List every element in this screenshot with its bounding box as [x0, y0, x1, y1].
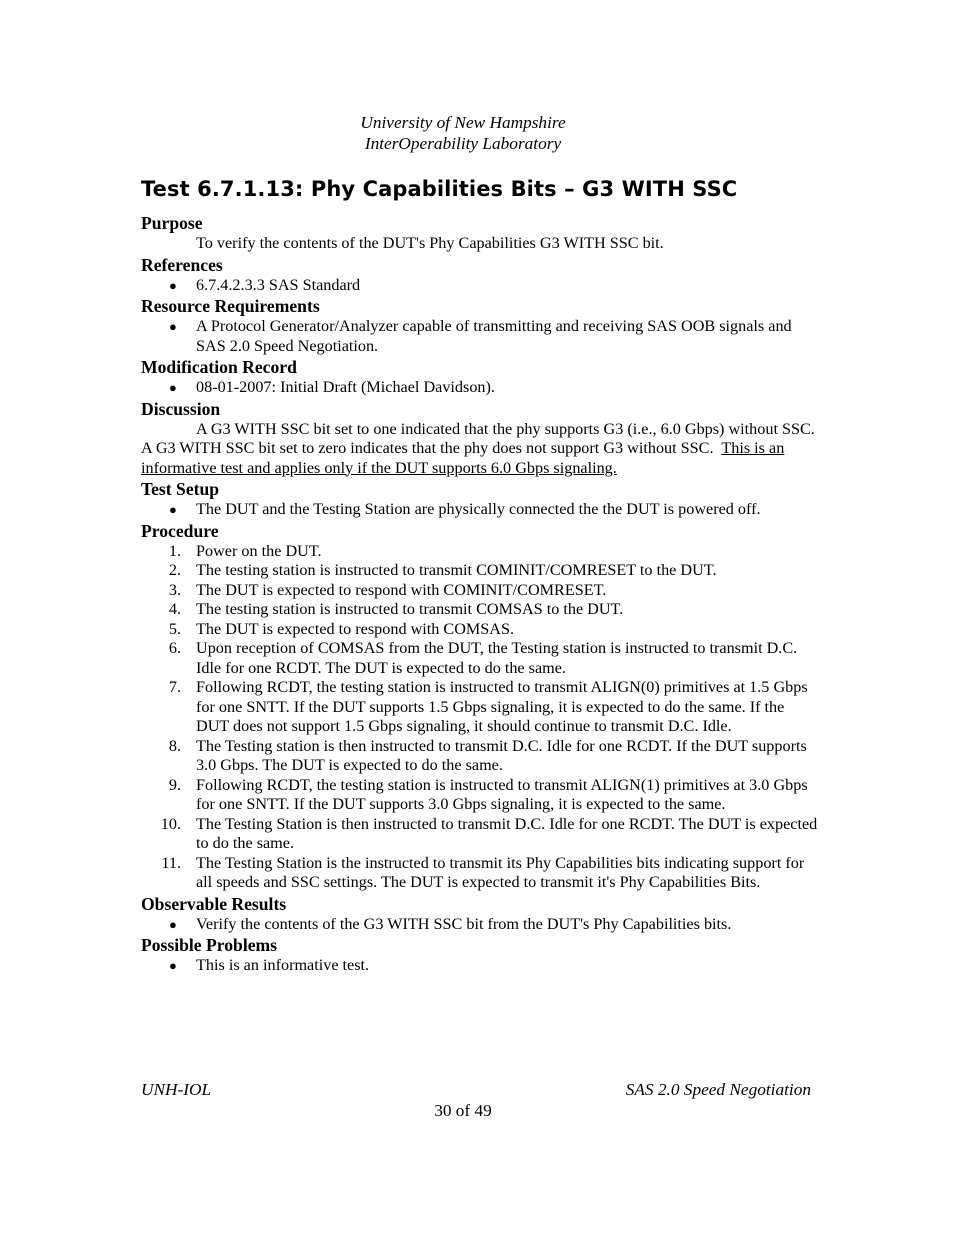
list-item: ● The DUT and the Testing Station are physically connected the the DUT is powered off.: [169, 500, 761, 518]
procedure-step: 3. The DUT is expected to respond with COMINIT/COMRESET.: [168, 580, 607, 599]
procedure-step: 4. The testing station is instructed to transmit COMSAS to the DUT.: [168, 600, 624, 618]
bullet-icon: ●: [169, 958, 177, 973]
purpose-heading: Purpose: [141, 213, 203, 233]
references-list: [141, 276, 821, 296]
modification-record-list: [141, 378, 821, 398]
document-body: [141, 212, 821, 976]
list-item: ● Verify the contents of the G3 WITH SSC bit from the DUT's Phy Capabilities bits.: [169, 914, 732, 933]
header-lab: InterOperability Laboratory: [364, 134, 562, 153]
procedure-step: 5. The DUT is expected to respond with COMSAS.: [168, 619, 515, 638]
test-setup-heading: Test Setup: [141, 479, 220, 499]
procedure-list: [141, 542, 821, 893]
procedure-step: 2. The testing station is instructed to transmit COMINIT/COMRESET to the DUT.: [168, 561, 717, 579]
informative-note: This is an informative test and applies only if the DUT supports 6.0 Gbps signaling.: [141, 439, 785, 477]
observable-results-list: [141, 915, 821, 935]
bullet-icon: ●: [169, 502, 177, 517]
bullet-icon: ●: [169, 916, 177, 932]
modification-record-heading: Modification Record: [141, 357, 297, 377]
purpose-text: To verify the contents of the DUT's Phy Capabilities G3 WITH SSC bit.: [196, 234, 664, 252]
procedure-step: 1. Power on the DUT.: [168, 541, 322, 560]
procedure-heading: Procedure: [141, 520, 219, 541]
observable-results-heading: Observable Results: [141, 893, 287, 914]
header-institution: University of New Hampshire: [360, 113, 566, 132]
procedure-step: 6. Upon reception of COMSAS from the DUT, the Testing station is instructed to transmit D.C. Idle for one RCDT. The DUT is expected to do the same.: [168, 639, 798, 677]
bullet-icon: ●: [169, 319, 177, 334]
footer-org: UNH-IOL: [141, 1080, 212, 1099]
possible-problems-list: [141, 956, 821, 976]
list-item: ● 08-01-2007: Initial Draft (Michael Davidson).: [169, 378, 495, 396]
procedure-step: 8. The Testing station is then instructed to transmit D.C. Idle for one RCDT. If the DUT supports 3.0 Gbps. The DUT is expected to do the same.: [168, 736, 807, 774]
resource-requirements-list: [141, 317, 821, 356]
test-setup-list: [141, 500, 821, 520]
discussion-heading: Discussion: [141, 398, 221, 419]
resource-requirements-heading: Resource Requirements: [141, 296, 320, 316]
list-item: ● A Protocol Generator/Analyzer capable of transmitting and receiving SAS OOB signals and SAS 2.0 Speed Negotiation.: [169, 317, 792, 355]
procedure-step: 10. The Testing Station is then instructed to transmit D.C. Idle for one RCDT. The DUT is expected to do the same.: [160, 814, 818, 852]
procedure-step: 9. Following RCDT, the testing station is instructed to transmit ALIGN(1) primitives at 3.0 Gbps for one SNTT. If the DUT supports 3.0 Gbps signaling, it is expected to the same.: [168, 775, 808, 813]
bullet-icon: ●: [169, 277, 177, 293]
page-number: 30 of 49: [434, 1101, 492, 1120]
references-heading: References: [141, 254, 223, 275]
procedure-step: 7. Following RCDT, the testing station is instructed to transmit ALIGN(0) primitives at 1.5 Gbps for one SNTT. If the DUT supports 1.5 Gbps signaling, it is expected to do the same. If the DUT does not support 1.5 Gbps signaling, it should continue to transmit D.C. Idle.: [168, 678, 808, 735]
list-item: ● 6.7.4.2.3.3 SAS Standard: [169, 275, 361, 294]
discussion-text: A G3 WITH SSC bit set to one indicated that the phy supports G3 (i.e., 6.0 Gbps) without SSC. A G3 WITH SSC bit set to zero indicates that the phy does not support G3 without SSC. This is an informative test and applies only if the DUT supports 6.0 Gbps signaling.: [141, 419, 815, 477]
footer-doc-title: SAS 2.0 Speed Negotiation: [625, 1080, 811, 1099]
procedure-step: 11. The Testing Station is the instructed to transmit its Phy Capabilities bits indicating support for all speeds and SSC settings. The DUT is expected to transmit it's Phy Capabilities Bits.: [161, 853, 805, 891]
bullet-icon: ●: [169, 380, 177, 395]
possible-problems-heading: Possible Problems: [141, 935, 278, 955]
page-title: Test 6.7.1.13: Phy Capabilities Bits – G3 WITH SSC: [141, 177, 738, 201]
list-item: ● This is an informative test.: [169, 956, 370, 974]
